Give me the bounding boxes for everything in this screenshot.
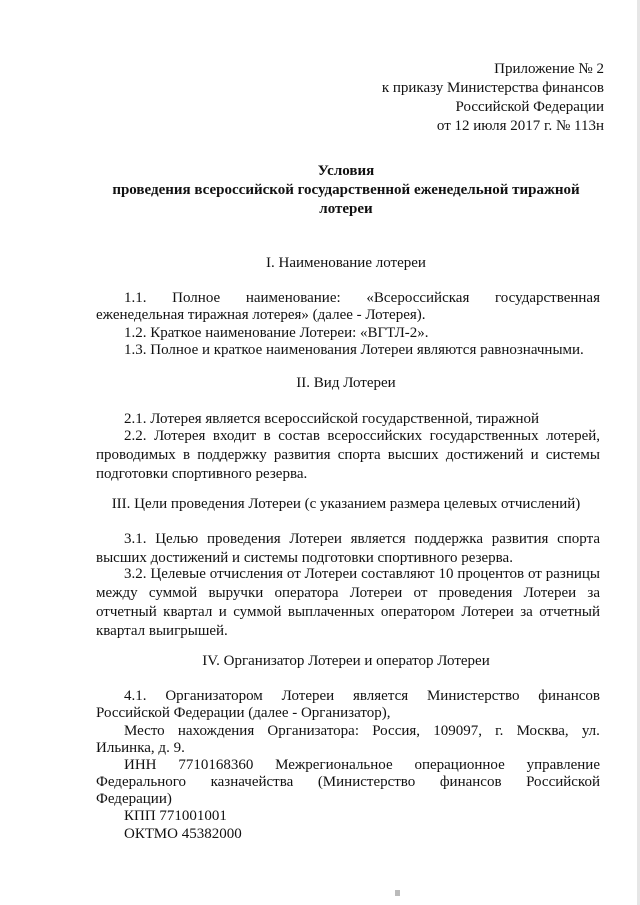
word: 109097, (433, 723, 482, 739)
annex-line-3: Российской Федерации (455, 99, 604, 115)
annex-line-4: от 12 июля 2017 г. № 113н (436, 118, 604, 134)
title-line-2: проведения всероссийской государственной еженедельной тиражной (112, 182, 580, 198)
word: Москва, (516, 723, 569, 739)
word: Министерство (426, 688, 520, 704)
para-3-1: 3.1. Целью проведения Лотереи является поддержка развития спорта высших достижений и системы подготовки спортивного резерва. (96, 531, 600, 566)
section-4-heading: IV. Организатор Лотереи и оператор Лотереи (202, 653, 490, 669)
word: казначейства (210, 774, 294, 790)
para-1-2: 1.2. Краткое наименование Лотереи: «ВГТЛ-2». (124, 325, 429, 341)
word: операционное (414, 757, 505, 773)
word: ИНН (124, 757, 157, 773)
word: Организатором (165, 688, 263, 704)
word: 4.1. (124, 688, 147, 704)
para-1-3: 1.3. Полное и краткое наименования Лотереи являются равнозначными. (124, 342, 584, 358)
section-2-heading: II. Вид Лотереи (296, 375, 396, 391)
word: 7710168360 (178, 757, 254, 773)
word: г. (495, 723, 504, 739)
title-line-3: лотереи (319, 201, 373, 217)
word: наименование: (245, 290, 341, 306)
word: государственная (495, 290, 600, 306)
word: «Всероссийская (366, 290, 470, 306)
address-line-2: Ильинка, д. 9. (96, 740, 185, 756)
scan-speck (395, 890, 400, 896)
address-line-1 (124, 722, 600, 741)
annex-header (382, 60, 604, 136)
word: финансов (538, 688, 600, 704)
word: Организатора: (267, 723, 359, 739)
word: Российской (526, 774, 600, 790)
word: (Министерство (317, 774, 416, 790)
section-1-heading: I. Наименование лотереи (266, 255, 426, 271)
word: управление (526, 757, 600, 773)
inn-line-3: Федерации) (96, 791, 172, 807)
word: 1.1. (124, 290, 147, 306)
para-2-1: 2.1. Лотерея является всероссийской государственной, тиражной (124, 411, 540, 427)
oktmo-line: ОКТМО 45382000 (124, 826, 242, 842)
word: нахождения (177, 723, 255, 739)
document-title (96, 162, 596, 219)
word: Россия, (372, 723, 421, 739)
word: ул. (581, 723, 600, 739)
title-line-1: Условия (317, 163, 375, 179)
para-4-1-line-2: Российской Федерации (далее - Организатор), (96, 705, 391, 721)
annex-line-2: к приказу Министерства финансов (381, 80, 604, 96)
word: Полное (172, 290, 221, 306)
word: финансов (439, 774, 502, 790)
para-1-1-line-2: еженедельная тиражная лотерея» (далее - Лотерея). (96, 307, 426, 323)
section-3-heading: III. Цели проведения Лотереи (с указанием размера целевых отчислений) (111, 496, 581, 512)
word: Лотереи (281, 688, 335, 704)
para-2-2: 2.2. Лотерея входит в состав всероссийских государственных лотерей, проводимых в поддержку развития спорта высших достижений и системы подготовки спортивного резерва. (96, 428, 600, 482)
word: Межрегиональное (275, 757, 393, 773)
word: Место (124, 723, 165, 739)
word: является (353, 688, 409, 704)
word: Федерального (96, 774, 187, 790)
annex-line-1: Приложение № 2 (494, 61, 604, 77)
para-3-2: 3.2. Целевые отчисления от Лотереи составляют 10 процентов от разницы между суммой выручки оператора Лотереи от проведения Лотереи за отчетный квартал и суммой выплаченных оператором Лотереи за отчетный квартал выигрышей. (96, 566, 600, 639)
kpp-line: КПП 771001001 (124, 808, 227, 824)
